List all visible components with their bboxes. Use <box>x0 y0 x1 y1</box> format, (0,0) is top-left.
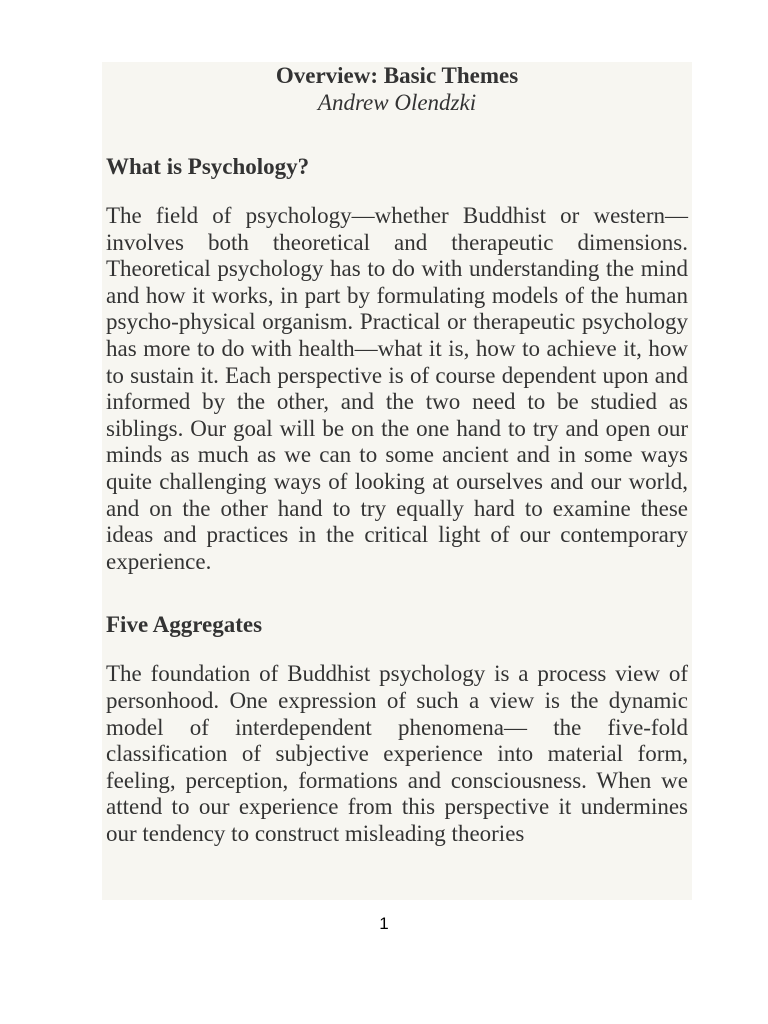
section-heading-what-is-psychology: What is Psychology? <box>106 154 310 179</box>
section-body-what-is-psychology: The field of psychology—whether Buddhist or western—involves both theoretical and therapeutic dimensions. Theoretical psychology has to do with understanding the mind and how it works, in part by formulating models of the human psycho-physical organism. Practical or therapeutic psychology has more to do with health—what it is, how to achieve it, how to sustain it. Each perspective is of course dependent upon and informed by the other, and the two need to be studied as siblings. Our goal will be on the one hand to try and open our minds as much as we can to some ancient and in some ways quite challenging ways of looking at ourselves and our world, and on the other hand to try equally hard to examine these ideas and practices in the critical light of our contemporary experience. <box>106 203 688 574</box>
page-content <box>102 62 692 900</box>
section-body-five-aggregates: The foundation of Buddhist psychology is a process view of personhood. One expression of such a view is the dynamic model of interdependent phenomena— the five-fold classification of subjective experience into material form, feeling, perception, formations and consciousness. When we attend to our experience from this perspective it undermines our tendency to construct misleading theories <box>106 661 688 846</box>
page-number: 1 <box>379 914 389 933</box>
document-author: Andrew Olendzki <box>317 90 477 115</box>
document-title: Overview: Basic Themes <box>275 63 519 88</box>
section-heading-five-aggregates: Five Aggregates <box>106 612 263 638</box>
